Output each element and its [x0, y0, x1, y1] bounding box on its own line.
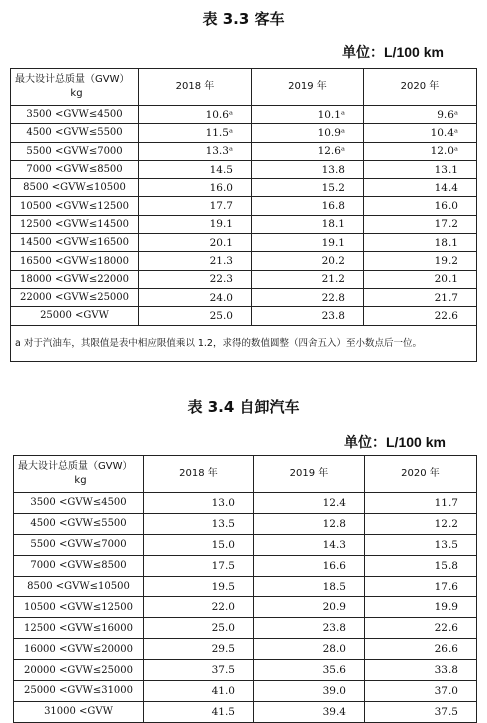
limit-value-cell: 25.0: [144, 618, 254, 639]
table1-header-gvw: [11, 69, 139, 106]
gvw-range-cell: 12500 <GVW≤16000: [14, 618, 144, 639]
limit-value-cell: 14.4: [364, 179, 477, 197]
table1-unit: 单位：L/100 km: [342, 44, 444, 60]
limit-value-cell: 22.0: [144, 597, 254, 618]
table2-unit: 单位：L/100 km: [344, 434, 446, 450]
table2-body: [14, 493, 477, 723]
limit-value-cell: 20.1: [139, 234, 252, 252]
table-row: [11, 270, 477, 288]
limit-value-cell: 19.9: [365, 597, 477, 618]
limit-value-cell: 39.4: [254, 701, 365, 722]
gvw-range-cell: 16000 <GVW≤20000: [14, 639, 144, 660]
limit-value-cell: 9.6ᵃ: [364, 106, 477, 124]
limit-value-cell: 17.7: [139, 197, 252, 215]
gvw-range-cell: 14500 <GVW≤16500: [11, 234, 139, 252]
limit-value-cell: 22.8: [252, 288, 364, 306]
limit-value-cell: 19.5: [144, 576, 254, 597]
gvw-range-cell: 18000 <GVW≤22000: [11, 270, 139, 288]
table-row: [11, 124, 477, 142]
limit-value-cell: 12.0ᵃ: [364, 142, 477, 160]
table1-note-row: [11, 325, 477, 361]
table-row: [11, 142, 477, 160]
limit-value-cell: 12.6ᵃ: [252, 142, 364, 160]
header-kg-label: kg: [70, 88, 83, 99]
limit-value-cell: 10.6ᵃ: [139, 106, 252, 124]
table-row: [14, 618, 477, 639]
header-gvw-label: 最大设计总质量（GVW）: [18, 461, 133, 472]
limit-value-cell: 26.6: [365, 639, 477, 660]
gvw-range-cell: 8500 <GVW≤10500: [11, 179, 139, 197]
limit-value-cell: 10.4ᵃ: [364, 124, 477, 142]
table1-note: a 对于汽油车，其限值是表中相应限值乘以 1.2，求得的数值圆整（四舍五入）至小数点后一位。: [11, 325, 477, 361]
limit-value-cell: 20.2: [252, 252, 364, 270]
limit-value-cell: 13.5: [365, 534, 477, 555]
limit-value-cell: 22.3: [139, 270, 252, 288]
table-row: [11, 307, 477, 325]
table-row: [14, 493, 477, 514]
limit-value-cell: 22.6: [365, 618, 477, 639]
gvw-range-cell: 5500 <GVW≤7000: [11, 142, 139, 160]
limit-value-cell: 20.9: [254, 597, 365, 618]
limit-value-cell: 41.0: [144, 681, 254, 702]
table1-header-2019: 2019 年: [252, 69, 364, 106]
table-row: [11, 197, 477, 215]
table-row: [11, 288, 477, 306]
limit-value-cell: 37.0: [365, 681, 477, 702]
limit-value-cell: 25.0: [139, 307, 252, 325]
limit-value-cell: 13.5: [144, 513, 254, 534]
limit-value-cell: 15.2: [252, 179, 364, 197]
limit-value-cell: 16.0: [364, 197, 477, 215]
limit-value-cell: 11.5ᵃ: [139, 124, 252, 142]
table1-header-2020: 2020 年: [364, 69, 477, 106]
limit-value-cell: 14.5: [139, 160, 252, 178]
limit-value-cell: 33.8: [365, 660, 477, 681]
limit-value-cell: 13.1: [364, 160, 477, 178]
gvw-range-cell: 25000 <GVW: [11, 307, 139, 325]
limit-value-cell: 35.6: [254, 660, 365, 681]
limit-value-cell: 21.3: [139, 252, 252, 270]
limit-value-cell: 10.1ᵃ: [252, 106, 364, 124]
table-row: [11, 234, 477, 252]
gvw-range-cell: 5500 <GVW≤7000: [14, 534, 144, 555]
gvw-range-cell: 4500 <GVW≤5500: [11, 124, 139, 142]
header-gvw-label: 最大设计总质量（GVW）: [15, 74, 130, 85]
limit-value-cell: 21.7: [364, 288, 477, 306]
limit-value-cell: 17.5: [144, 555, 254, 576]
table-row: [11, 179, 477, 197]
gvw-range-cell: 4500 <GVW≤5500: [14, 513, 144, 534]
gvw-range-cell: 7000 <GVW≤8500: [11, 160, 139, 178]
limit-value-cell: 12.4: [254, 493, 365, 514]
gvw-range-cell: 3500 <GVW≤4500: [14, 493, 144, 514]
limit-value-cell: 19.1: [139, 215, 252, 233]
gvw-range-cell: 10500 <GVW≤12500: [14, 597, 144, 618]
table-row: [14, 513, 477, 534]
table2-header-2018: 2018 年: [144, 456, 254, 493]
limit-value-cell: 39.0: [254, 681, 365, 702]
limit-value-cell: 14.3: [254, 534, 365, 555]
limit-value-cell: 29.5: [144, 639, 254, 660]
limit-value-cell: 16.6: [254, 555, 365, 576]
limit-value-cell: 19.1: [252, 234, 364, 252]
table-row: [14, 597, 477, 618]
limit-value-cell: 12.2: [365, 513, 477, 534]
limit-value-cell: 17.2: [364, 215, 477, 233]
table-row: [11, 252, 477, 270]
table1-title: 表 3.3 客车: [202, 10, 285, 28]
limit-value-cell: 18.5: [254, 576, 365, 597]
table2-header-row: [14, 456, 477, 493]
gvw-range-cell: 22000 <GVW≤25000: [11, 288, 139, 306]
gvw-range-cell: 20000 <GVW≤25000: [14, 660, 144, 681]
limit-value-cell: 19.2: [364, 252, 477, 270]
limit-value-cell: 13.0: [144, 493, 254, 514]
gvw-range-cell: 31000 <GVW: [14, 701, 144, 722]
limit-value-cell: 13.8: [252, 160, 364, 178]
limit-value-cell: 17.6: [365, 576, 477, 597]
table2-header-2019: 2019 年: [254, 456, 365, 493]
limit-value-cell: 41.5: [144, 701, 254, 722]
gvw-range-cell: 8500 <GVW≤10500: [14, 576, 144, 597]
limit-value-cell: 22.6: [364, 307, 477, 325]
table-row: [11, 160, 477, 178]
table-row: [14, 660, 477, 681]
limit-value-cell: 12.8: [254, 513, 365, 534]
gvw-range-cell: 10500 <GVW≤12500: [11, 197, 139, 215]
limit-value-cell: 37.5: [144, 660, 254, 681]
gvw-range-cell: 3500 <GVW≤4500: [11, 106, 139, 124]
gvw-range-cell: 25000 <GVW≤31000: [14, 681, 144, 702]
table1-body: [11, 106, 477, 326]
table-row: [14, 639, 477, 660]
limit-value-cell: 15.0: [144, 534, 254, 555]
table2: [13, 455, 477, 723]
gvw-range-cell: 12500 <GVW≤14500: [11, 215, 139, 233]
limit-value-cell: 15.8: [365, 555, 477, 576]
header-kg-label: kg: [74, 475, 87, 486]
limit-value-cell: 21.2: [252, 270, 364, 288]
limit-value-cell: 11.7: [365, 493, 477, 514]
limit-value-cell: 23.8: [254, 618, 365, 639]
table-row: [14, 576, 477, 597]
gvw-range-cell: 7000 <GVW≤8500: [14, 555, 144, 576]
table2-header-2020: 2020 年: [365, 456, 477, 493]
limit-value-cell: 13.3ᵃ: [139, 142, 252, 160]
limit-value-cell: 28.0: [254, 639, 365, 660]
table-row: [11, 215, 477, 233]
table2-title: 表 3.4 自卸汽车: [187, 398, 300, 416]
table2-header-gvw: [14, 456, 144, 493]
table-row: [14, 534, 477, 555]
limit-value-cell: 16.8: [252, 197, 364, 215]
table1-header-2018: 2018 年: [139, 69, 252, 106]
limit-value-cell: 37.5: [365, 701, 477, 722]
limit-value-cell: 18.1: [252, 215, 364, 233]
limit-value-cell: 18.1: [364, 234, 477, 252]
limit-value-cell: 20.1: [364, 270, 477, 288]
table-row: [14, 681, 477, 702]
limit-value-cell: 24.0: [139, 288, 252, 306]
limit-value-cell: 10.9ᵃ: [252, 124, 364, 142]
limit-value-cell: 23.8: [252, 307, 364, 325]
gvw-range-cell: 16500 <GVW≤18000: [11, 252, 139, 270]
limit-value-cell: 16.0: [139, 179, 252, 197]
table1-header-row: [11, 69, 477, 106]
table1: [10, 68, 477, 362]
table-row: [11, 106, 477, 124]
table-row: [14, 555, 477, 576]
